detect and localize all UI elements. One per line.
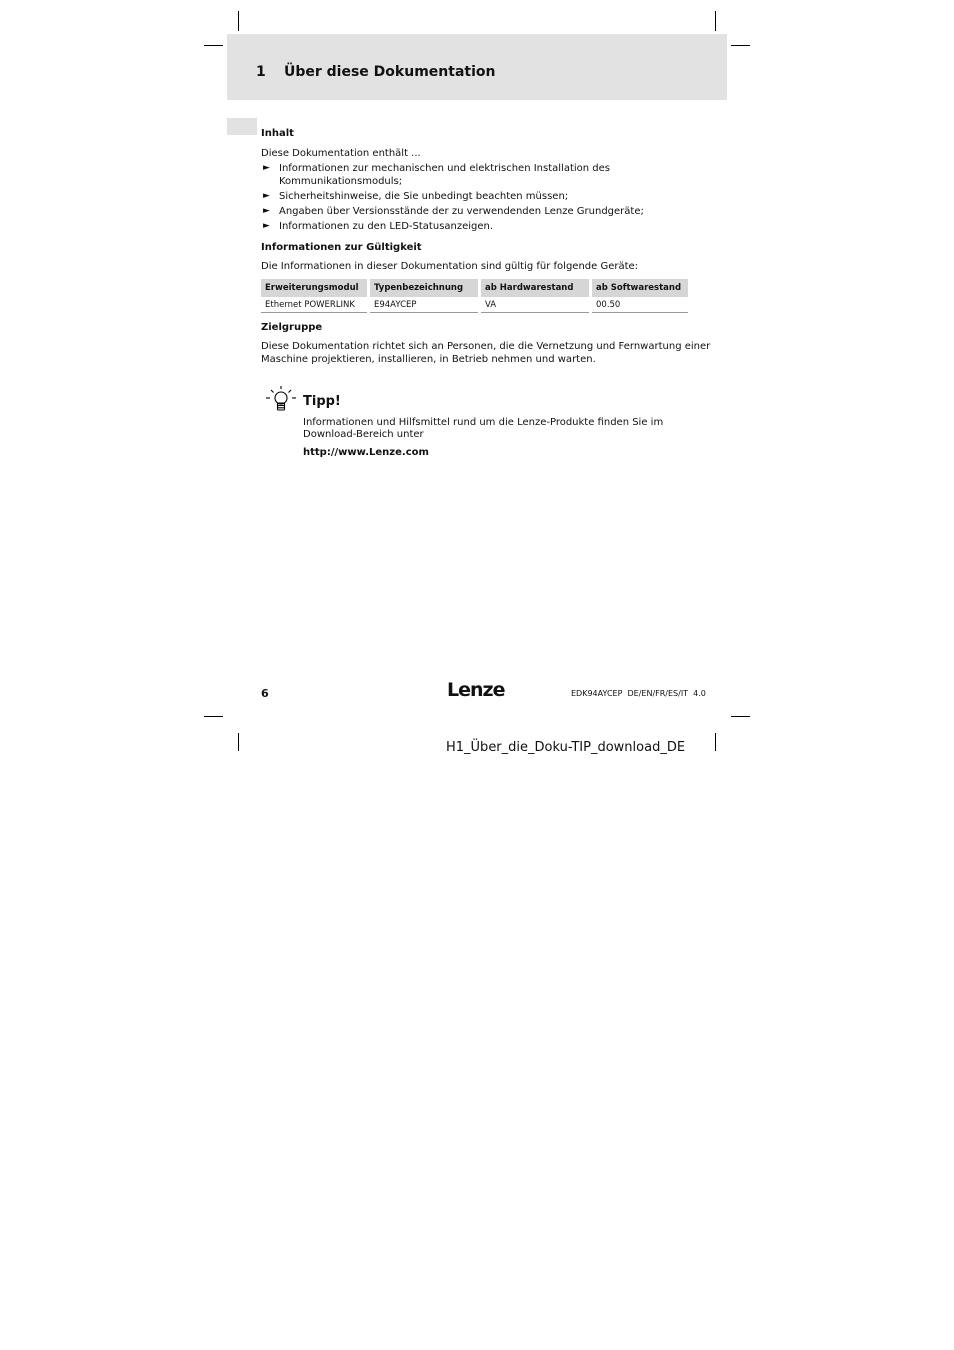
section-heading-zielgruppe: Zielgruppe — [261, 322, 323, 333]
bullet-arrow-icon: ► — [263, 191, 270, 201]
tip-text-line2: Download-Bereich unter — [303, 429, 424, 440]
column-header: Typenbezeichnung — [370, 279, 478, 297]
bullet-arrow-icon: ► — [263, 221, 270, 231]
crop-mark — [204, 716, 223, 717]
lightbulb-icon — [265, 385, 297, 415]
crop-mark — [715, 733, 716, 751]
crop-mark — [731, 45, 750, 46]
bullet-arrow-icon: ► — [263, 206, 270, 216]
tip-text-line1: Informationen und Hilfsmittel rund um die Lenze-Produkte finden Sie im — [303, 417, 664, 428]
section-heading-gueltigkeit: Informationen zur Gültigkeit — [261, 242, 422, 253]
chapter-number: 1 — [256, 64, 266, 80]
side-tab-marker — [227, 118, 257, 135]
table-cell: E94AYCEP — [370, 297, 478, 313]
chapter-title: Über diese Dokumentation — [284, 64, 496, 80]
tip-title: Tipp! — [303, 394, 341, 409]
lenze-website-link[interactable]: http://www.Lenze.com — [303, 447, 429, 458]
gueltigkeit-text: Die Informationen in dieser Dokumentation sind gültig für folgende Geräte: — [261, 261, 639, 272]
inhalt-intro: Diese Dokumentation enthält ... — [261, 148, 421, 159]
source-filename: H1_Über_die_Doku-TIP_download_DE — [446, 740, 686, 755]
zielgruppe-text-line1: Diese Dokumentation richtet sich an Personen, die die Vernetzung und Fernwartung einer — [261, 341, 711, 352]
column-header: Erweiterungsmodul — [261, 279, 367, 297]
crop-mark — [715, 11, 716, 31]
table-header-row — [261, 279, 688, 297]
crop-mark — [204, 45, 223, 46]
page-number: 6 — [261, 687, 269, 700]
bullet-arrow-icon: ► — [263, 163, 270, 173]
section-heading-inhalt: Inhalt — [261, 128, 294, 139]
crop-mark — [238, 733, 239, 751]
crop-mark — [731, 716, 750, 717]
zielgruppe-text-line2: Maschine projektieren, installieren, in Betrieb nehmen und warten. — [261, 354, 596, 365]
column-header: ab Softwarestand — [592, 279, 688, 297]
document-reference: EDK94AYCEP DE/EN/FR/ES/IT 4.0 — [571, 689, 706, 698]
crop-mark — [238, 11, 239, 31]
table-cell: VA — [481, 297, 589, 313]
table-cell: Ethernet POWERLINK — [261, 297, 367, 313]
table-row — [261, 297, 688, 313]
table-cell: 00.50 — [592, 297, 688, 313]
lenze-logo: Lenze — [447, 679, 505, 701]
device-validity-table — [258, 279, 691, 313]
column-header: ab Hardwarestand — [481, 279, 589, 297]
